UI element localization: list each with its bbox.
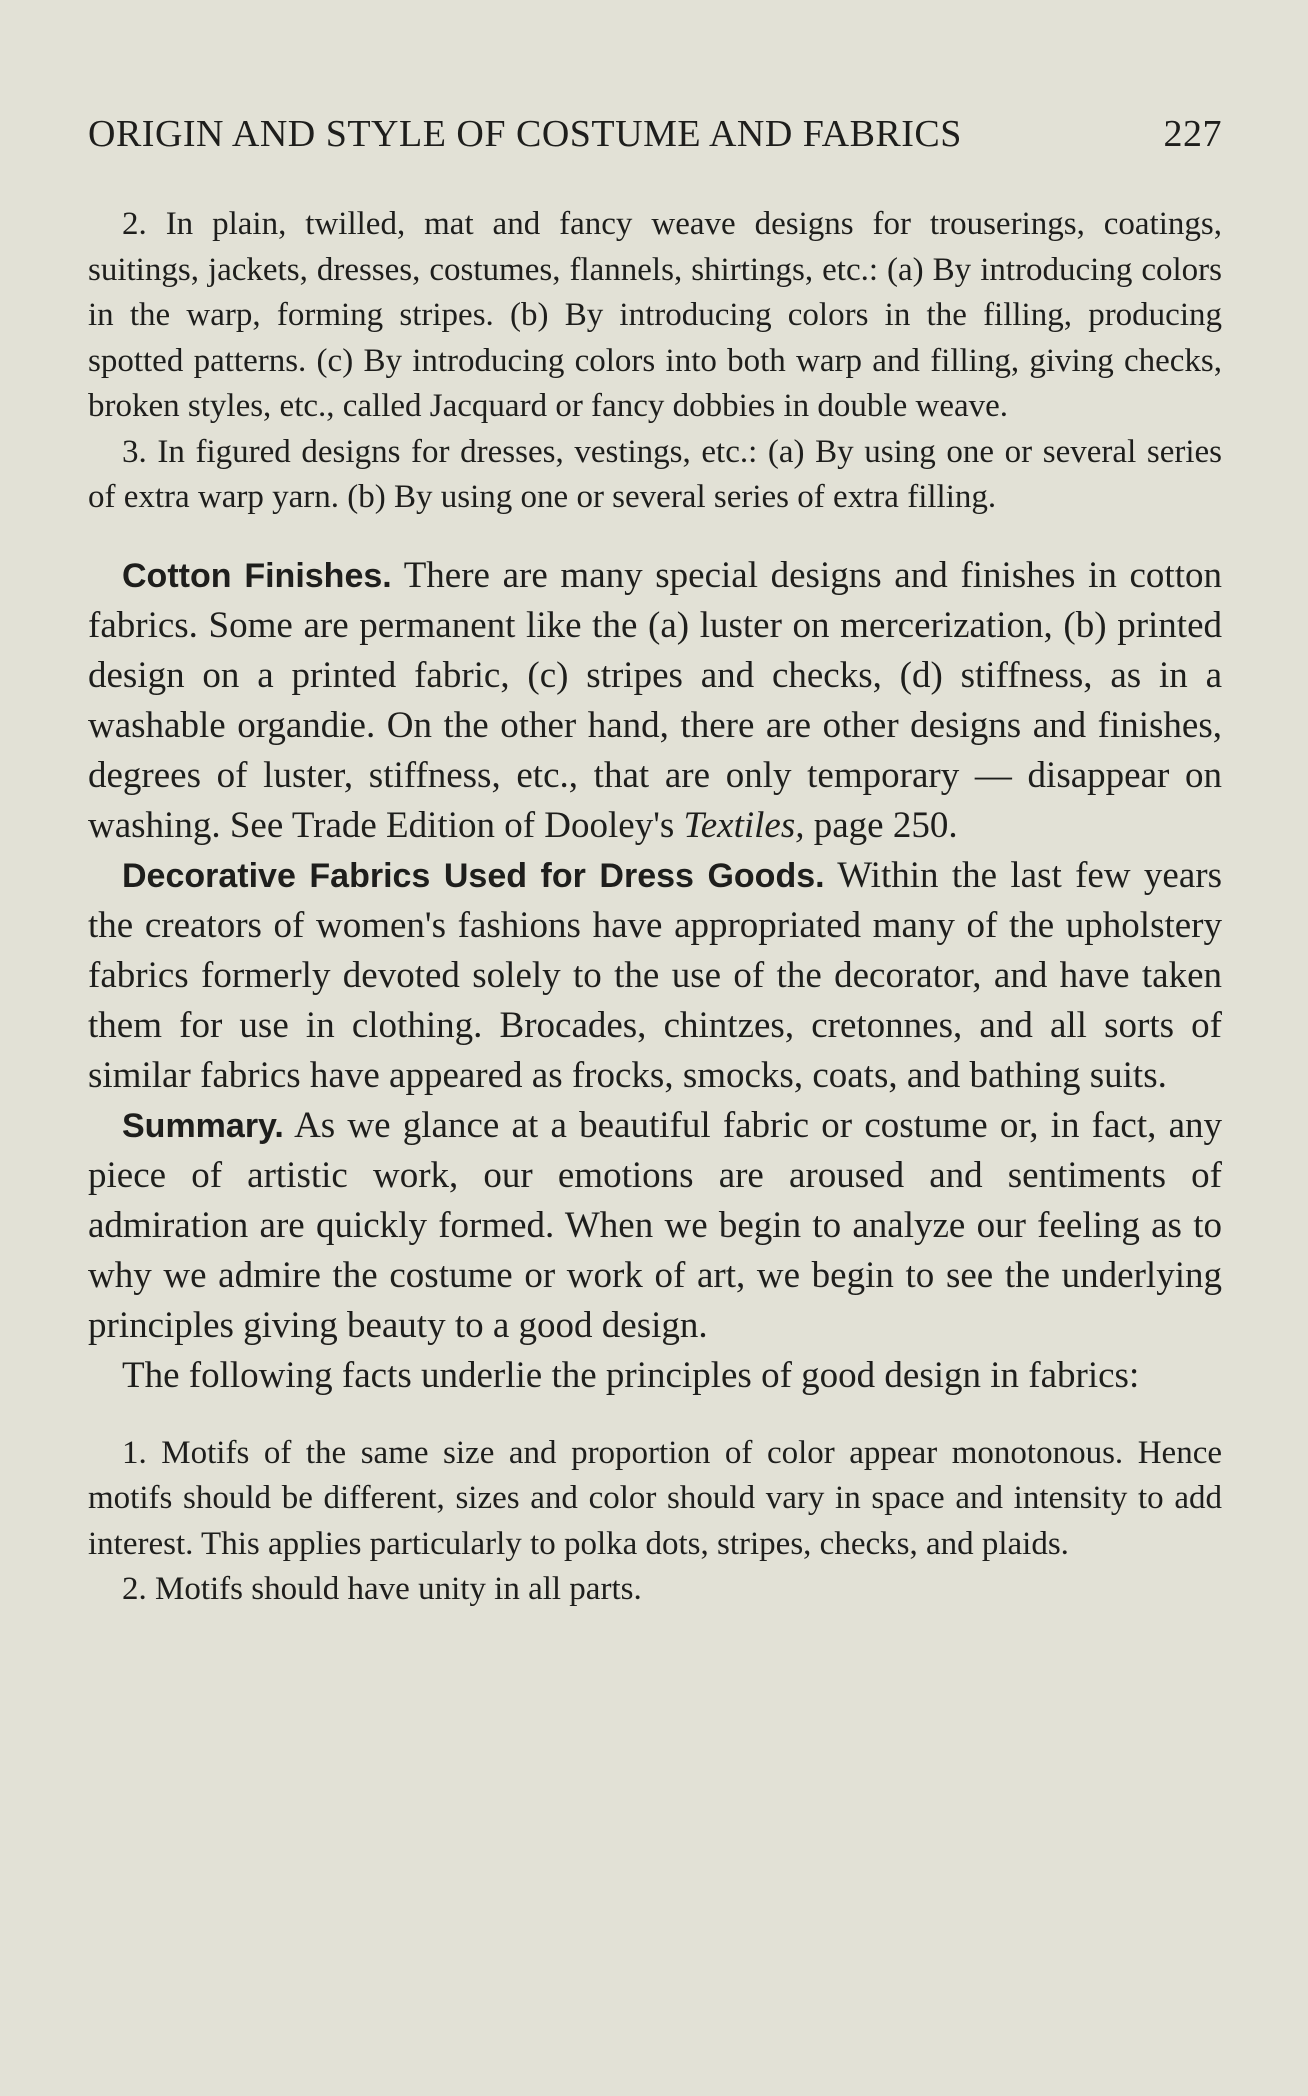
running-head-title: ORIGIN AND STYLE OF COSTUME AND FABRICS [88, 113, 962, 155]
list-item: 1. Motifs of the same size and proportion of color appear monotonous. Hence motifs should be different, sizes and color should vary in space and intensity to add interest. This applies particularly to polka dots, stripes, checks, and plaids. [88, 1434, 1222, 1562]
heading-decorative-fabrics: Decorative Fabrics Used for Dress Goods. [122, 856, 825, 895]
numbered-list-top [88, 202, 1222, 521]
body-text [88, 551, 1222, 1401]
page-number: 227 [1163, 113, 1222, 155]
book-page [88, 112, 1222, 1613]
running-head [88, 112, 1222, 162]
paragraph-cotton-finishes [88, 551, 1222, 851]
heading-cotton-finishes: Cotton Finishes. [122, 556, 392, 595]
numbered-list-bottom [88, 1431, 1222, 1613]
paragraph-summary [88, 1101, 1222, 1351]
list-item: 2. In plain, twilled, mat and fancy weave designs for trouserings, coatings, suitings, jackets, dresses, costumes, flannels, shirtings, etc.: (a) By introducing colors in the warp, forming stripes. (b) By introducing colors in the filling, producing spotted patterns. (c) By introducing colors into both warp and filling, giving checks, broken styles, etc., called Jacquard or fancy dobbies in double weave. [88, 206, 1222, 424]
paragraph-following-facts: The following facts underlie the principles of good design in fabrics: [122, 1354, 1140, 1396]
list-item: 2. Motifs should have unity in all parts. [122, 1571, 642, 1607]
list-item: 3. In figured designs for dresses, vestings, etc.: (a) By using one or several series of extra warp yarn. (b) By using one or several series of extra filling. [88, 433, 1222, 515]
paragraph-decorative-fabrics [88, 851, 1222, 1101]
cotton-finishes-page-ref: page 250. [813, 804, 958, 846]
book-title: Textiles, [683, 804, 805, 846]
cotton-finishes-text: There are many special designs and finishes in cotton fabrics. Some are permanent like the (a) luster on mercerization, (b) printed design on a printed fabric, (c) stripes and checks, (d) stiffness, as in a washable organdie. On the other hand, there are other designs and finishes, degrees of luster, stiffness, etc., that are only temporary — disappear on washing. See Trade Edition of Dooley's [88, 554, 1222, 846]
decorative-fabrics-text: Within the last few years the creators of women's fashions have appropriated many of the upholstery fabrics formerly devoted solely to the use of the decorator, and have taken them for use in clothing. Brocades, chintzes, cretonnes, and all sorts of similar fabrics have appeared as frocks, smocks, coats, and bathing suits. [88, 854, 1222, 1096]
heading-summary: Summary. [122, 1106, 284, 1145]
summary-text: As we glance at a beautiful fabric or costume or, in fact, any piece of artistic work, our emotions are aroused and sentiments of admiration are quickly formed. When we begin to analyze our feeling as to why we admire the costume or work of art, we begin to see the underlying principles giving beauty to a good design. [88, 1104, 1222, 1346]
